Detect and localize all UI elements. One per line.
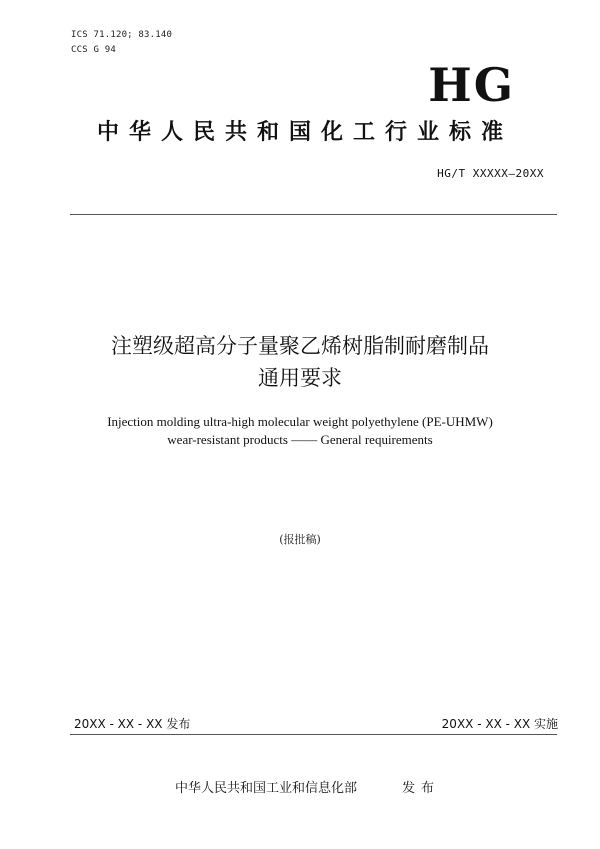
issuer-action: 发布 [402,781,441,796]
standard-title: 中华人民共和国化工行业标准 [96,120,513,145]
footer-divider [70,734,557,735]
draft-status: (报批稿) [279,533,321,546]
header-divider [70,214,557,215]
english-title-line2: wear-resistant products —— General requirements [167,432,433,447]
hg-logo: HG [428,58,515,112]
document-title [0,330,600,394]
english-title-line1: Injection molding ultra-high molecular weight polyethylene (PE-UHMW) [107,414,493,429]
ics-code: ICS 71.120; 83.140 [71,30,173,40]
issue-date: 20XX - XX - XX 发布 [74,717,191,731]
issuer-name: 中华人民共和国工业和信息化部 [175,781,358,796]
standard-number: HG/T XXXXX—20XX [437,167,544,180]
document-title-line2: 通用要求 [258,366,342,390]
implementation-date: 20XX - XX - XX 实施 [441,717,558,731]
ccs-code: CCS G 94 [71,45,116,55]
english-title [0,413,600,449]
document-title-line1: 注塑级超高分子量聚乙烯树脂制耐磨制品 [111,334,489,358]
